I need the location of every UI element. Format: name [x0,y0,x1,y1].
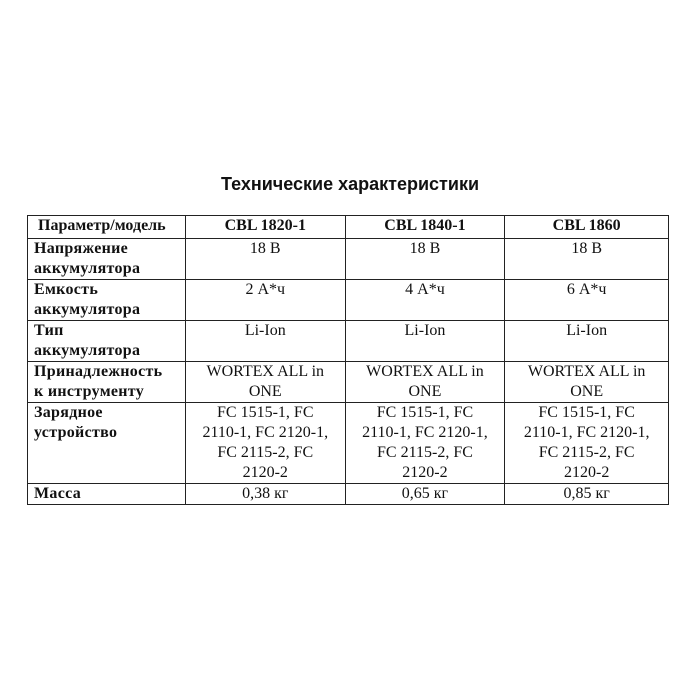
table-row-charger [28,403,669,484]
header-param: Параметр/модель [28,216,186,239]
param-line: Емкость [34,281,99,298]
value-cell: Li-Ion [505,321,669,362]
header-model: CBL 1820-1 [185,216,345,239]
value-cell [185,362,345,403]
table-row-type [28,321,669,362]
value-cell [185,403,345,484]
value-cell: Li-Ion [345,321,505,362]
value-line: WORTEX ALL in [527,363,646,380]
table-row-voltage [28,239,669,280]
value-cell: 18 В [345,239,505,280]
value-cell: 18 В [505,239,669,280]
value-line: ONE [570,383,604,400]
value-line: FC 1515-1, FC [217,404,314,421]
value-cell: Li-Ion [185,321,345,362]
param-line: Масса [34,485,81,502]
param-line: Напряжение [34,240,129,257]
param-cell [28,484,186,505]
value-line: 2110-1, FC 2120-1, [362,424,488,441]
param-line: устройство [34,424,118,441]
header-model: CBL 1840-1 [345,216,505,239]
value-cell [505,362,669,403]
value-cell [345,362,505,403]
param-line: к инструменту [34,383,145,400]
param-line: аккумулятора [34,342,141,359]
value-line: 2110-1, FC 2120-1, [523,424,650,441]
param-line: Зарядное [34,404,103,421]
table-header-row [28,216,669,239]
value-cell [505,403,669,484]
value-cell: 0,85 кг [505,484,669,505]
param-line: аккумулятора [34,301,141,318]
value-line: ONE [408,383,442,400]
page-title: Технические характеристики [220,174,480,194]
value-line: 2110-1, FC 2120-1, [202,424,329,441]
specs-table [27,215,669,505]
value-line: FC 2115-2, FC [217,444,314,461]
table-row-capacity [28,280,669,321]
value-cell: 0,65 кг [345,484,505,505]
table-row-compatibility [28,362,669,403]
param-cell [28,321,186,362]
param-line: аккумулятора [34,260,141,277]
param-cell [28,280,186,321]
param-line: Принадлежность [34,363,163,380]
value-line: WORTEX ALL in [206,363,325,380]
param-cell [28,239,186,280]
value-line: FC 2115-2, FC [377,444,473,461]
value-cell: 18 В [185,239,345,280]
param-cell [28,362,186,403]
value-cell: 6 А*ч [505,280,669,321]
value-line: FC 1515-1, FC [538,404,635,421]
value-line: 2120-2 [242,464,288,481]
param-line: Тип [34,322,64,339]
value-line: FC 2115-2, FC [538,444,635,461]
table-row-mass [28,484,669,505]
header-model: CBL 1860 [505,216,669,239]
value-line: 2120-2 [563,464,610,481]
value-cell: 4 А*ч [345,280,505,321]
value-line: FC 1515-1, FC [376,404,474,421]
value-line: 2120-2 [402,464,448,481]
value-cell: 0,38 кг [185,484,345,505]
value-line: WORTEX ALL in [366,363,484,380]
value-cell [345,403,505,484]
param-cell [28,403,186,484]
value-line: ONE [248,383,282,400]
value-cell: 2 А*ч [185,280,345,321]
